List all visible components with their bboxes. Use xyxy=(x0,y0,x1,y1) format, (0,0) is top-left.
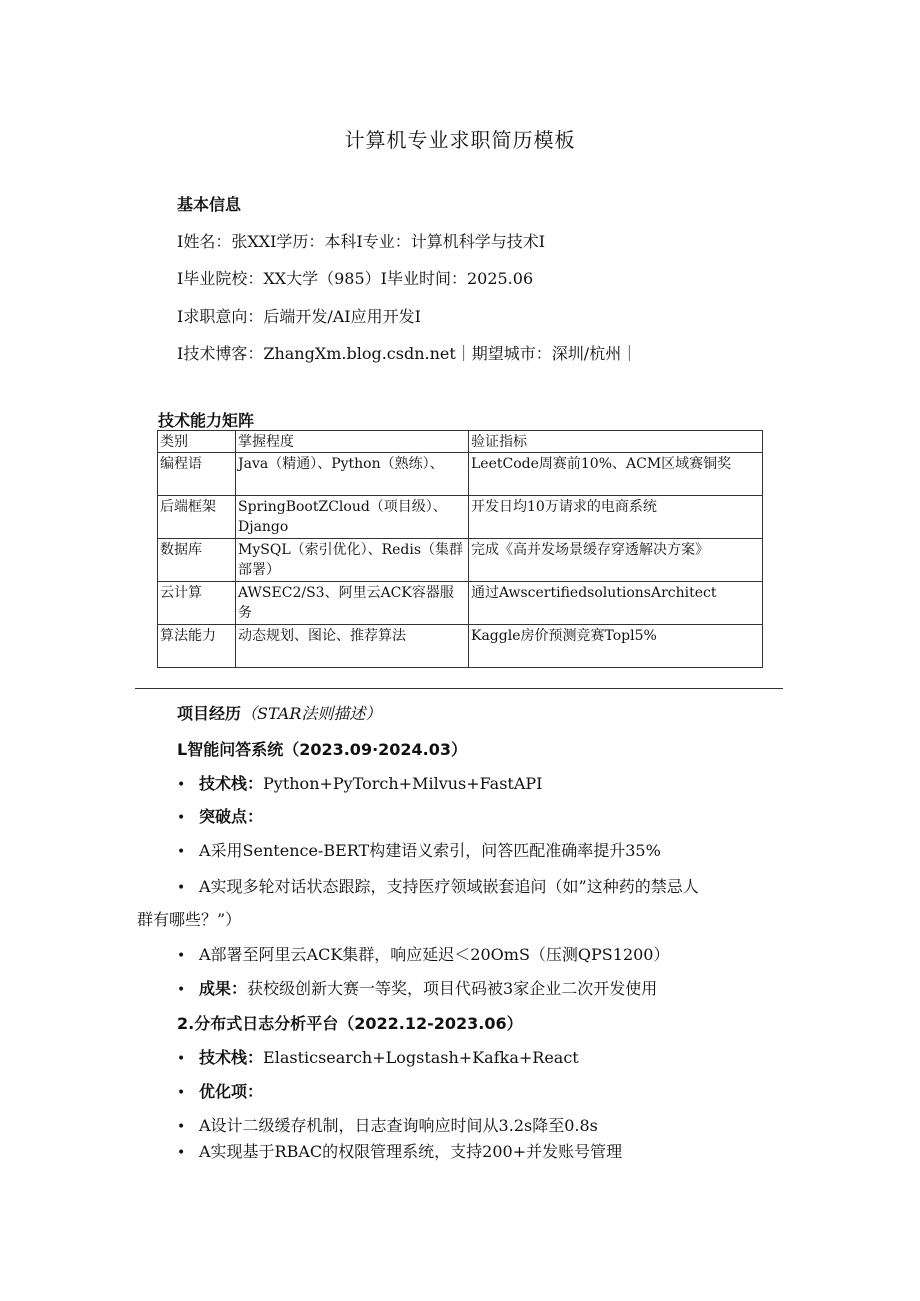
basic-info-line-4: I技术博客：ZhangXm.blog.csdn.net｜期望城市：深圳/杭州｜ xyxy=(177,344,638,363)
cell-category: 编程语 xyxy=(158,453,236,496)
optimization-label: 优化项： xyxy=(199,1082,264,1101)
table-row xyxy=(158,496,763,539)
cell-level: SpringBootZCloud（项目级）、Django xyxy=(236,496,469,539)
table-row xyxy=(158,539,763,582)
bullet-icon: • xyxy=(177,948,186,964)
list-item xyxy=(177,838,661,861)
stack-label: 技术栈： xyxy=(199,1048,264,1067)
bullet-icon: • xyxy=(177,880,186,896)
cell-level: MySQL（索引优化）、Redis（集群部署） xyxy=(236,539,469,582)
list-item xyxy=(177,1079,263,1102)
bullet-icon: • xyxy=(177,1119,186,1135)
basic-info-line-1: I姓名：张XXI学历：本科I专业：计算机科学与技术I xyxy=(177,232,546,251)
result-label: 成果： xyxy=(199,979,248,998)
basic-info-line-2: I毕业院校：XX大学（985）I毕业时间：2025.06 xyxy=(177,269,534,288)
basic-info-line-3: I求职意向：后端开发/AI应用开发I xyxy=(177,307,421,326)
section-divider xyxy=(135,688,783,689)
cell-category: 算法能力 xyxy=(158,625,236,668)
list-item xyxy=(177,804,263,827)
projects-heading-note: （STAR法则描述） xyxy=(241,704,382,723)
page-title: 计算机专业求职简历模板 xyxy=(344,128,576,152)
list-item xyxy=(177,942,669,965)
skills-table xyxy=(157,430,763,668)
bullet-icon: • xyxy=(177,844,186,860)
table-row xyxy=(158,625,763,668)
bullet-icon: • xyxy=(177,777,186,793)
stack-label: 技术栈： xyxy=(199,774,264,793)
header-category: 类别 xyxy=(158,431,236,453)
cell-level: 动态规划、图论、推荐算法 xyxy=(236,625,469,668)
list-item xyxy=(177,1045,579,1068)
optimization-item-2: A实现基于RBAC的权限管理系统，支持200+并发账号管理 xyxy=(199,1142,623,1161)
list-item xyxy=(177,976,657,999)
stack-value: Python+PyTorch+Milvus+FastAPI xyxy=(263,774,543,793)
list-item xyxy=(177,771,543,794)
cell-category: 数据库 xyxy=(158,539,236,582)
table-row xyxy=(158,582,763,625)
bullet-icon: • xyxy=(177,1145,186,1161)
cell-level: AWSEC2/S3、阿里云ACK容器服务 xyxy=(236,582,469,625)
result-value: 获校级创新大赛一等奖，项目代码被3家企业二次开发使用 xyxy=(247,979,658,998)
cell-proof: 完成《高并发场景缓存穿透解决方案》 xyxy=(469,539,763,582)
cell-level: Java（精通）、Python（熟练）、 xyxy=(236,453,469,496)
breakthrough-item-2: A实现多轮对话状态跟踪，支持医疗领域嵌套追问（如”这种药的禁忌人 xyxy=(199,877,699,896)
breakthrough-item-3: A部署至阿里云ACK集群，响应延迟＜20OmS（压测QPS1200） xyxy=(199,945,670,964)
stack-value: Elasticsearch+Logstash+Kafka+React xyxy=(263,1048,579,1067)
cell-proof: LeetCode周赛前10%、ACM区域赛铜奖 xyxy=(469,453,763,496)
cell-proof: 开发日均10万请求的电商系统 xyxy=(469,496,763,539)
cell-proof: Kaggle房价预测竞赛Topl5% xyxy=(469,625,763,668)
breakthrough-label: 突破点： xyxy=(199,807,264,826)
table-row xyxy=(158,453,763,496)
bullet-icon: • xyxy=(177,1085,186,1101)
cell-category: 云计算 xyxy=(158,582,236,625)
projects-heading xyxy=(177,701,381,724)
list-item xyxy=(177,874,699,897)
cell-category: 后端框架 xyxy=(158,496,236,539)
projects-heading-label: 项目经历 xyxy=(177,704,242,723)
project-1-title: L智能问答系统（2023.09·2024.03） xyxy=(177,740,468,759)
breakthrough-item-1: A采用Sentence-BERT构建语义索引，问答匹配准确率提升35% xyxy=(199,841,661,860)
bullet-icon: • xyxy=(177,810,186,826)
optimization-item-1: A设计二级缓存机制，日志查询响应时间从3.2s降至0.8s xyxy=(199,1116,598,1135)
cell-proof: 通过AwscertifiedsolutionsArchitect xyxy=(469,582,763,625)
list-item xyxy=(177,1139,622,1162)
list-item xyxy=(177,1113,598,1136)
table-header-row xyxy=(158,431,763,453)
project-2-title: 2.分布式日志分析平台（2022.12-2023.06） xyxy=(177,1014,523,1033)
breakthrough-item-2-cont: 群有哪些？”） xyxy=(137,910,242,929)
skills-heading: 技术能力矩阵 xyxy=(158,411,255,430)
header-proof: 验证指标 xyxy=(469,431,763,453)
bullet-icon: • xyxy=(177,982,186,998)
header-level: 掌握程度 xyxy=(236,431,469,453)
bullet-icon: • xyxy=(177,1051,186,1067)
basic-info-heading: 基本信息 xyxy=(177,195,242,214)
